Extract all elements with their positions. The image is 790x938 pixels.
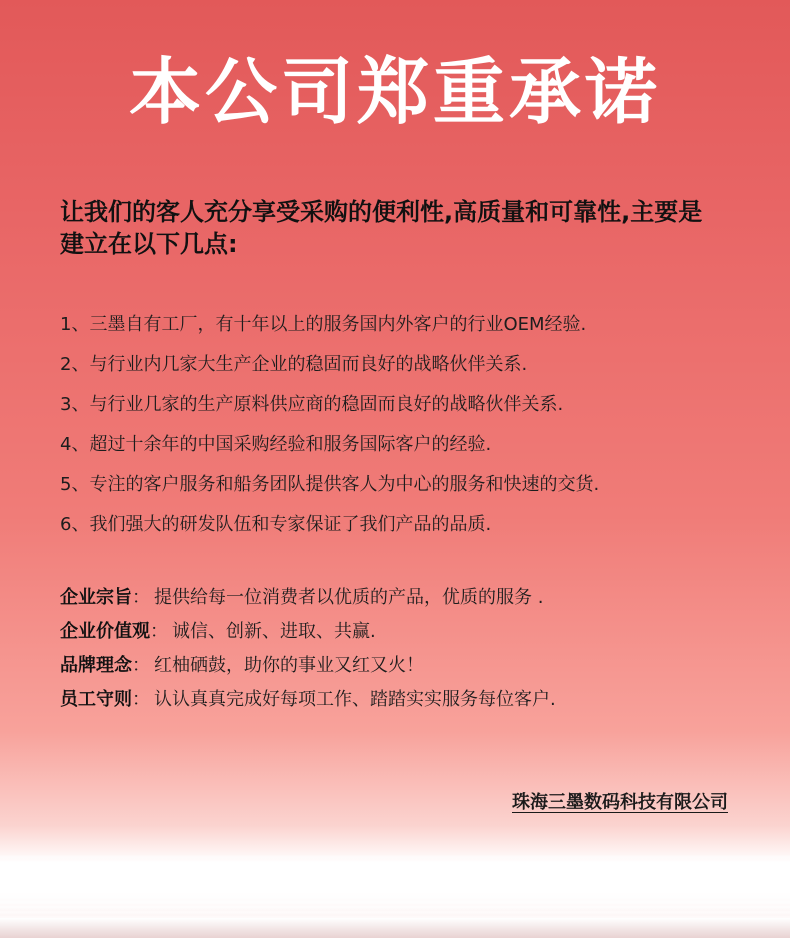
commitment-item-5: 5、专注的客户服务和船务团队提供客人为中心的服务和快速的交货. [60,474,600,495]
mission-text-brand: 红柚硒鼓，助你的事业又红又火！ [154,655,424,676]
mission-text-purpose: 提供给每一位消费者以优质的产品，优质的服务 . [154,587,544,608]
mission-colon: ： [150,621,168,642]
mission-colon: ： [132,587,150,608]
commitment-item-3: 3、与行业几家的生产原料供应商的稳固而良好的战略伙伴关系. [60,394,564,415]
company-name: 珠海三墨数码科技有限公司 [512,792,728,813]
mission-label-rules: 员工守则 [60,689,132,710]
commitment-item-4: 4、超过十余年的中国采购经验和服务国际客户的经验. [60,434,492,455]
page-title: 本公司郑重承诺 [128,50,661,134]
intro-statement: 让我们的客人充分享受采购的便利性,高质量和可靠性,主要是建立在以下几点: [60,198,703,258]
mission-label-purpose: 企业宗旨 [60,587,132,608]
mission-section [60,581,760,717]
mission-row-rules [60,683,760,717]
commitment-item-2: 2、与行业内几家大生产企业的稳固而良好的战略伙伴关系. [60,354,528,375]
bottom-strip [0,918,790,938]
mission-row-brand [60,649,760,683]
mission-colon: ： [132,689,150,710]
mission-text-values: 诚信、创新、进取、共赢. [172,621,376,642]
mission-row-purpose [60,581,760,615]
commitment-item-6: 6、我们强大的研发队伍和专家保证了我们产品的品质. [60,514,492,535]
commitment-list [60,305,760,545]
mission-row-values [60,615,760,649]
mission-colon: ： [132,655,150,676]
mission-label-values: 企业价值观 [60,621,150,642]
mission-label-brand: 品牌理念 [60,655,132,676]
commitment-item-1: 1、三墨自有工厂，有十年以上的服务国内外客户的行业OEM经验. [60,314,587,335]
mission-text-rules: 认认真真完成好每项工作、踏踏实实服务每位客户. [154,689,556,710]
